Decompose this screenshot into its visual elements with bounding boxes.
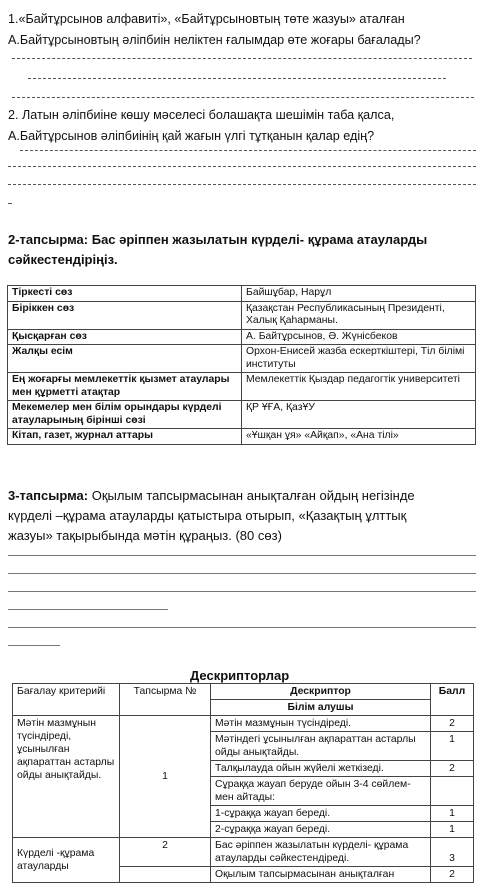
answer-line xyxy=(12,97,474,98)
task-number-cell xyxy=(120,867,211,883)
header-learner: Білім алушы xyxy=(211,700,431,716)
score-cell: 3 xyxy=(431,838,474,867)
table-row xyxy=(13,716,474,732)
example-cell: Мемлекеттік Қыздар педагогтік университеті xyxy=(242,373,476,401)
task-3-label: 3-тапсырма: xyxy=(8,488,89,503)
descriptor-cell: Бас әріппен жазылатын күрделі- құрама атауларды сәйкестендіреді. xyxy=(211,838,431,867)
descriptor-cell: 1-сұраққа жауап береді. xyxy=(211,806,431,822)
term-cell: Мекемелер мен білім орындары күрделі атауларының бірінші сөзі xyxy=(8,401,242,429)
score-cell: 1 xyxy=(431,822,474,838)
question-1-line-1: 1.«Байтұрсынов алфавиті», «Байтұрсыновтың төте жазуы» аталған xyxy=(8,12,405,26)
term-cell: Жалқы есім xyxy=(8,345,242,373)
task-2-title-line-2: сәйкестендіріңіз. xyxy=(8,252,118,267)
score-cell: 1 xyxy=(431,732,474,761)
criterion-cell: Мәтін мазмұнын түсіндіреді, ұсынылған ақпараттан астарлы ойды анықтайды. xyxy=(13,716,120,838)
term-cell: Біріккен сөз xyxy=(8,301,242,329)
answer-line xyxy=(28,78,446,79)
answer-line xyxy=(8,555,476,556)
question-2-line-2: А.Байтұрсынов әліпбиінің қай жағын үлгі тұтқанын қалар едің? xyxy=(8,129,375,143)
answer-line xyxy=(8,203,12,204)
question-1-line-2: А.Байтұрсыновтың әліпбиін неліктен ғалымдар өте жоғары бағалады? xyxy=(8,33,421,47)
table-row xyxy=(8,373,476,401)
descriptor-cell: Мәтіндегі ұсынылған ақпараттан астарлы ойды анықтайды. xyxy=(211,732,431,761)
table-header-row xyxy=(13,684,474,700)
task-number-cell: 2 xyxy=(120,838,211,867)
score-cell xyxy=(431,777,474,806)
answer-line xyxy=(20,150,476,151)
header-score: Балл xyxy=(431,684,474,716)
task-3-text: Оқылым тапсырмасынан анықталған ойдың негізінде xyxy=(88,488,415,503)
example-cell: Байшұбар, Нарұл xyxy=(242,286,476,302)
term-cell: Ең жоғарғы мемлекеттік қызмет атаулары мен құрметті атақтар xyxy=(8,373,242,401)
term-cell: Тіркесті сөз xyxy=(8,286,242,302)
header-criteria: Бағалау критерийі xyxy=(13,684,120,716)
descriptors-table xyxy=(12,683,474,883)
score-cell: 2 xyxy=(431,761,474,777)
header-descriptor: Дескриптор xyxy=(211,684,431,700)
answer-line xyxy=(8,573,476,574)
descriptor-cell: Сұраққа жауап беруде ойын 3-4 сөйлем- мен айтады: xyxy=(211,777,431,806)
table-row xyxy=(8,401,476,429)
descriptors-title: Дескрипторлар xyxy=(190,668,290,683)
term-cell: Кітап, газет, журнал аттары xyxy=(8,429,242,445)
header-task-no: Тапсырма № xyxy=(120,684,211,716)
table-row xyxy=(13,838,474,867)
example-cell: Орхон-Енисей жазба ескерткіштері, Тіл білімі институты xyxy=(242,345,476,373)
descriptor-cell: 2-сұраққа жауап береді. xyxy=(211,822,431,838)
task-number-cell: 1 xyxy=(120,716,211,838)
table-row xyxy=(8,345,476,373)
answer-line xyxy=(8,627,476,628)
score-cell: 2 xyxy=(431,867,474,883)
question-2-line-1: 2. Латын әліпбиіне көшу мәселесі болашақта шешімін таба қалса, xyxy=(8,108,395,122)
answer-line xyxy=(8,166,476,167)
example-cell: Қазақстан Республикасының Президенті, Халық Қаһарманы. xyxy=(242,301,476,329)
example-cell: «Ұшқан ұя» «Айқап», «Ана тілі» xyxy=(242,429,476,445)
matching-table xyxy=(7,285,476,445)
table-row xyxy=(8,429,476,445)
table-row xyxy=(8,301,476,329)
score-cell: 1 xyxy=(431,806,474,822)
example-cell: ҚР ҰҒА, ҚазҰУ xyxy=(242,401,476,429)
answer-line xyxy=(8,591,476,592)
task-2-title-line-1: 2-тапсырма: Бас әріппен жазылатын күрделі- құрама атауларды xyxy=(8,232,428,247)
term-cell: Қысқарған сөз xyxy=(8,329,242,345)
task-3-line-1 xyxy=(8,488,415,503)
task-3-line-2: күрделі –құрама атауларды қатыстыра отырып, «Қазақтың ұлттық xyxy=(8,508,407,523)
answer-line xyxy=(8,184,476,185)
table-row xyxy=(8,329,476,345)
example-cell: А. Байтұрсынов, Ә. Жүнісбеков xyxy=(242,329,476,345)
score-cell: 2 xyxy=(431,716,474,732)
answer-line xyxy=(8,645,60,646)
task-3-line-3: жазуы» тақырыбында мәтін құраңыз. (80 сөз) xyxy=(8,528,282,543)
criterion-cell: Күрделі -құрама атауларды xyxy=(13,838,120,883)
answer-line xyxy=(8,609,168,610)
descriptor-cell: Талқылауда ойын жүйелі жеткізеді. xyxy=(211,761,431,777)
answer-line xyxy=(12,58,472,59)
descriptor-cell: Мәтін мазмұнын түсіндіреді. xyxy=(211,716,431,732)
descriptor-cell: Оқылым тапсырмасынан анықталған xyxy=(211,867,431,883)
table-row xyxy=(8,286,476,302)
